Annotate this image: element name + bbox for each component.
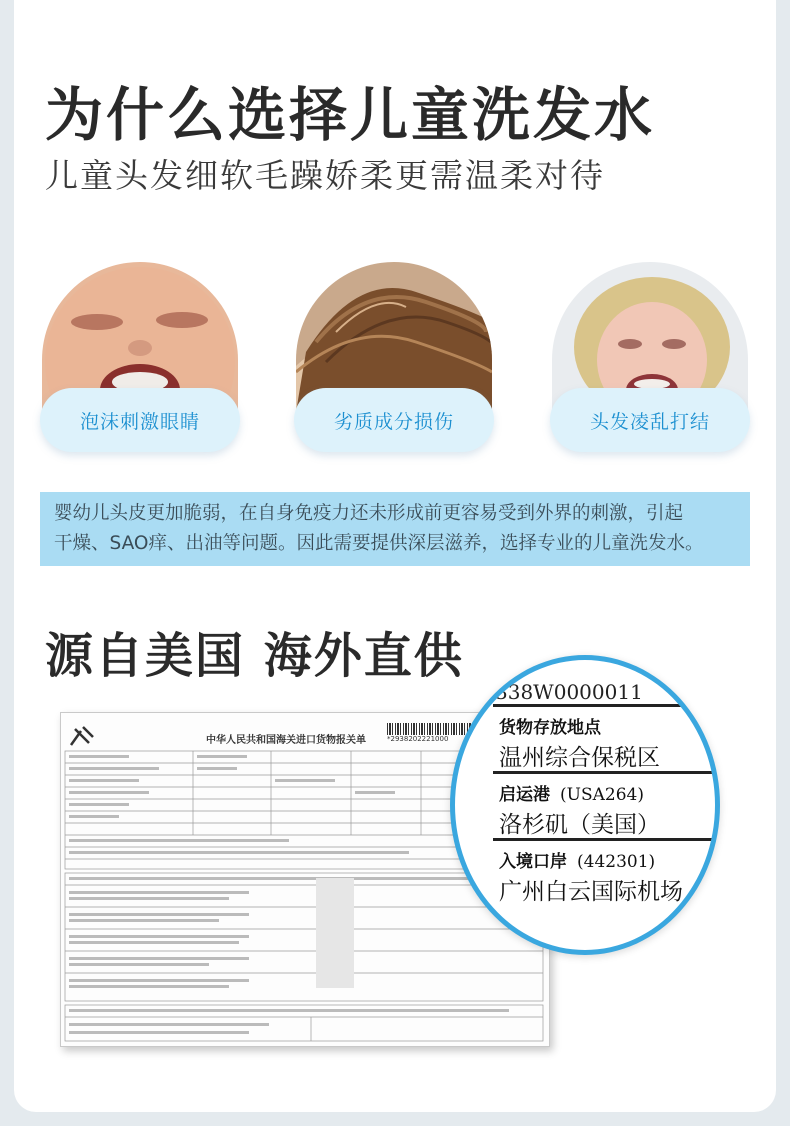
magnified-fragment: 338W0000011	[495, 680, 643, 704]
magnified-detail-circle	[450, 655, 720, 955]
storage-row	[493, 704, 720, 771]
feature-label: 泡沫刺激眼睛	[40, 388, 240, 452]
feature-label: 劣质成分损伤	[294, 388, 494, 452]
explanation-line: 干燥、SAO痒、出油等问题。因此需要提供深层滋养，选择专业的儿童洗发水。	[54, 533, 704, 554]
departure-row	[493, 771, 720, 838]
departure-label: 启运港 (USA264)	[499, 785, 644, 805]
feature-card-harmful-ingredients	[294, 262, 494, 457]
page-title: 为什么选择儿童洗发水	[45, 81, 656, 149]
departure-value: 洛杉矶（美国）	[499, 812, 660, 838]
barcode-number: *2938202221000	[387, 735, 449, 743]
explanation-line: 婴幼儿头皮更加脆弱，在自身免疫力还未形成前更容易受到外界的刺激，引起	[54, 503, 684, 524]
departure-code: (USA264)	[560, 785, 644, 805]
entry-code: (442301)	[577, 852, 656, 872]
feature-label: 头发凌乱打结	[550, 388, 750, 452]
feature-card-eye-irritation	[40, 262, 240, 457]
page-subtitle: 儿童头发细软毛躁娇柔更需温柔对待	[45, 156, 605, 195]
explanation-banner	[40, 492, 750, 566]
storage-value: 温州综合保税区	[499, 745, 660, 771]
entry-value: 广州白云国际机场	[499, 879, 683, 905]
entry-row	[493, 838, 720, 905]
section-title: 源自美国 海外直供	[45, 628, 464, 684]
entry-label: 入境口岸 (442301)	[499, 852, 656, 872]
magnified-table	[493, 704, 720, 905]
storage-label: 货物存放地点	[499, 718, 601, 738]
feature-card-tangled-hair	[550, 262, 750, 457]
customs-form-title: 中华人民共和国海关进口货物报关单	[206, 735, 366, 746]
